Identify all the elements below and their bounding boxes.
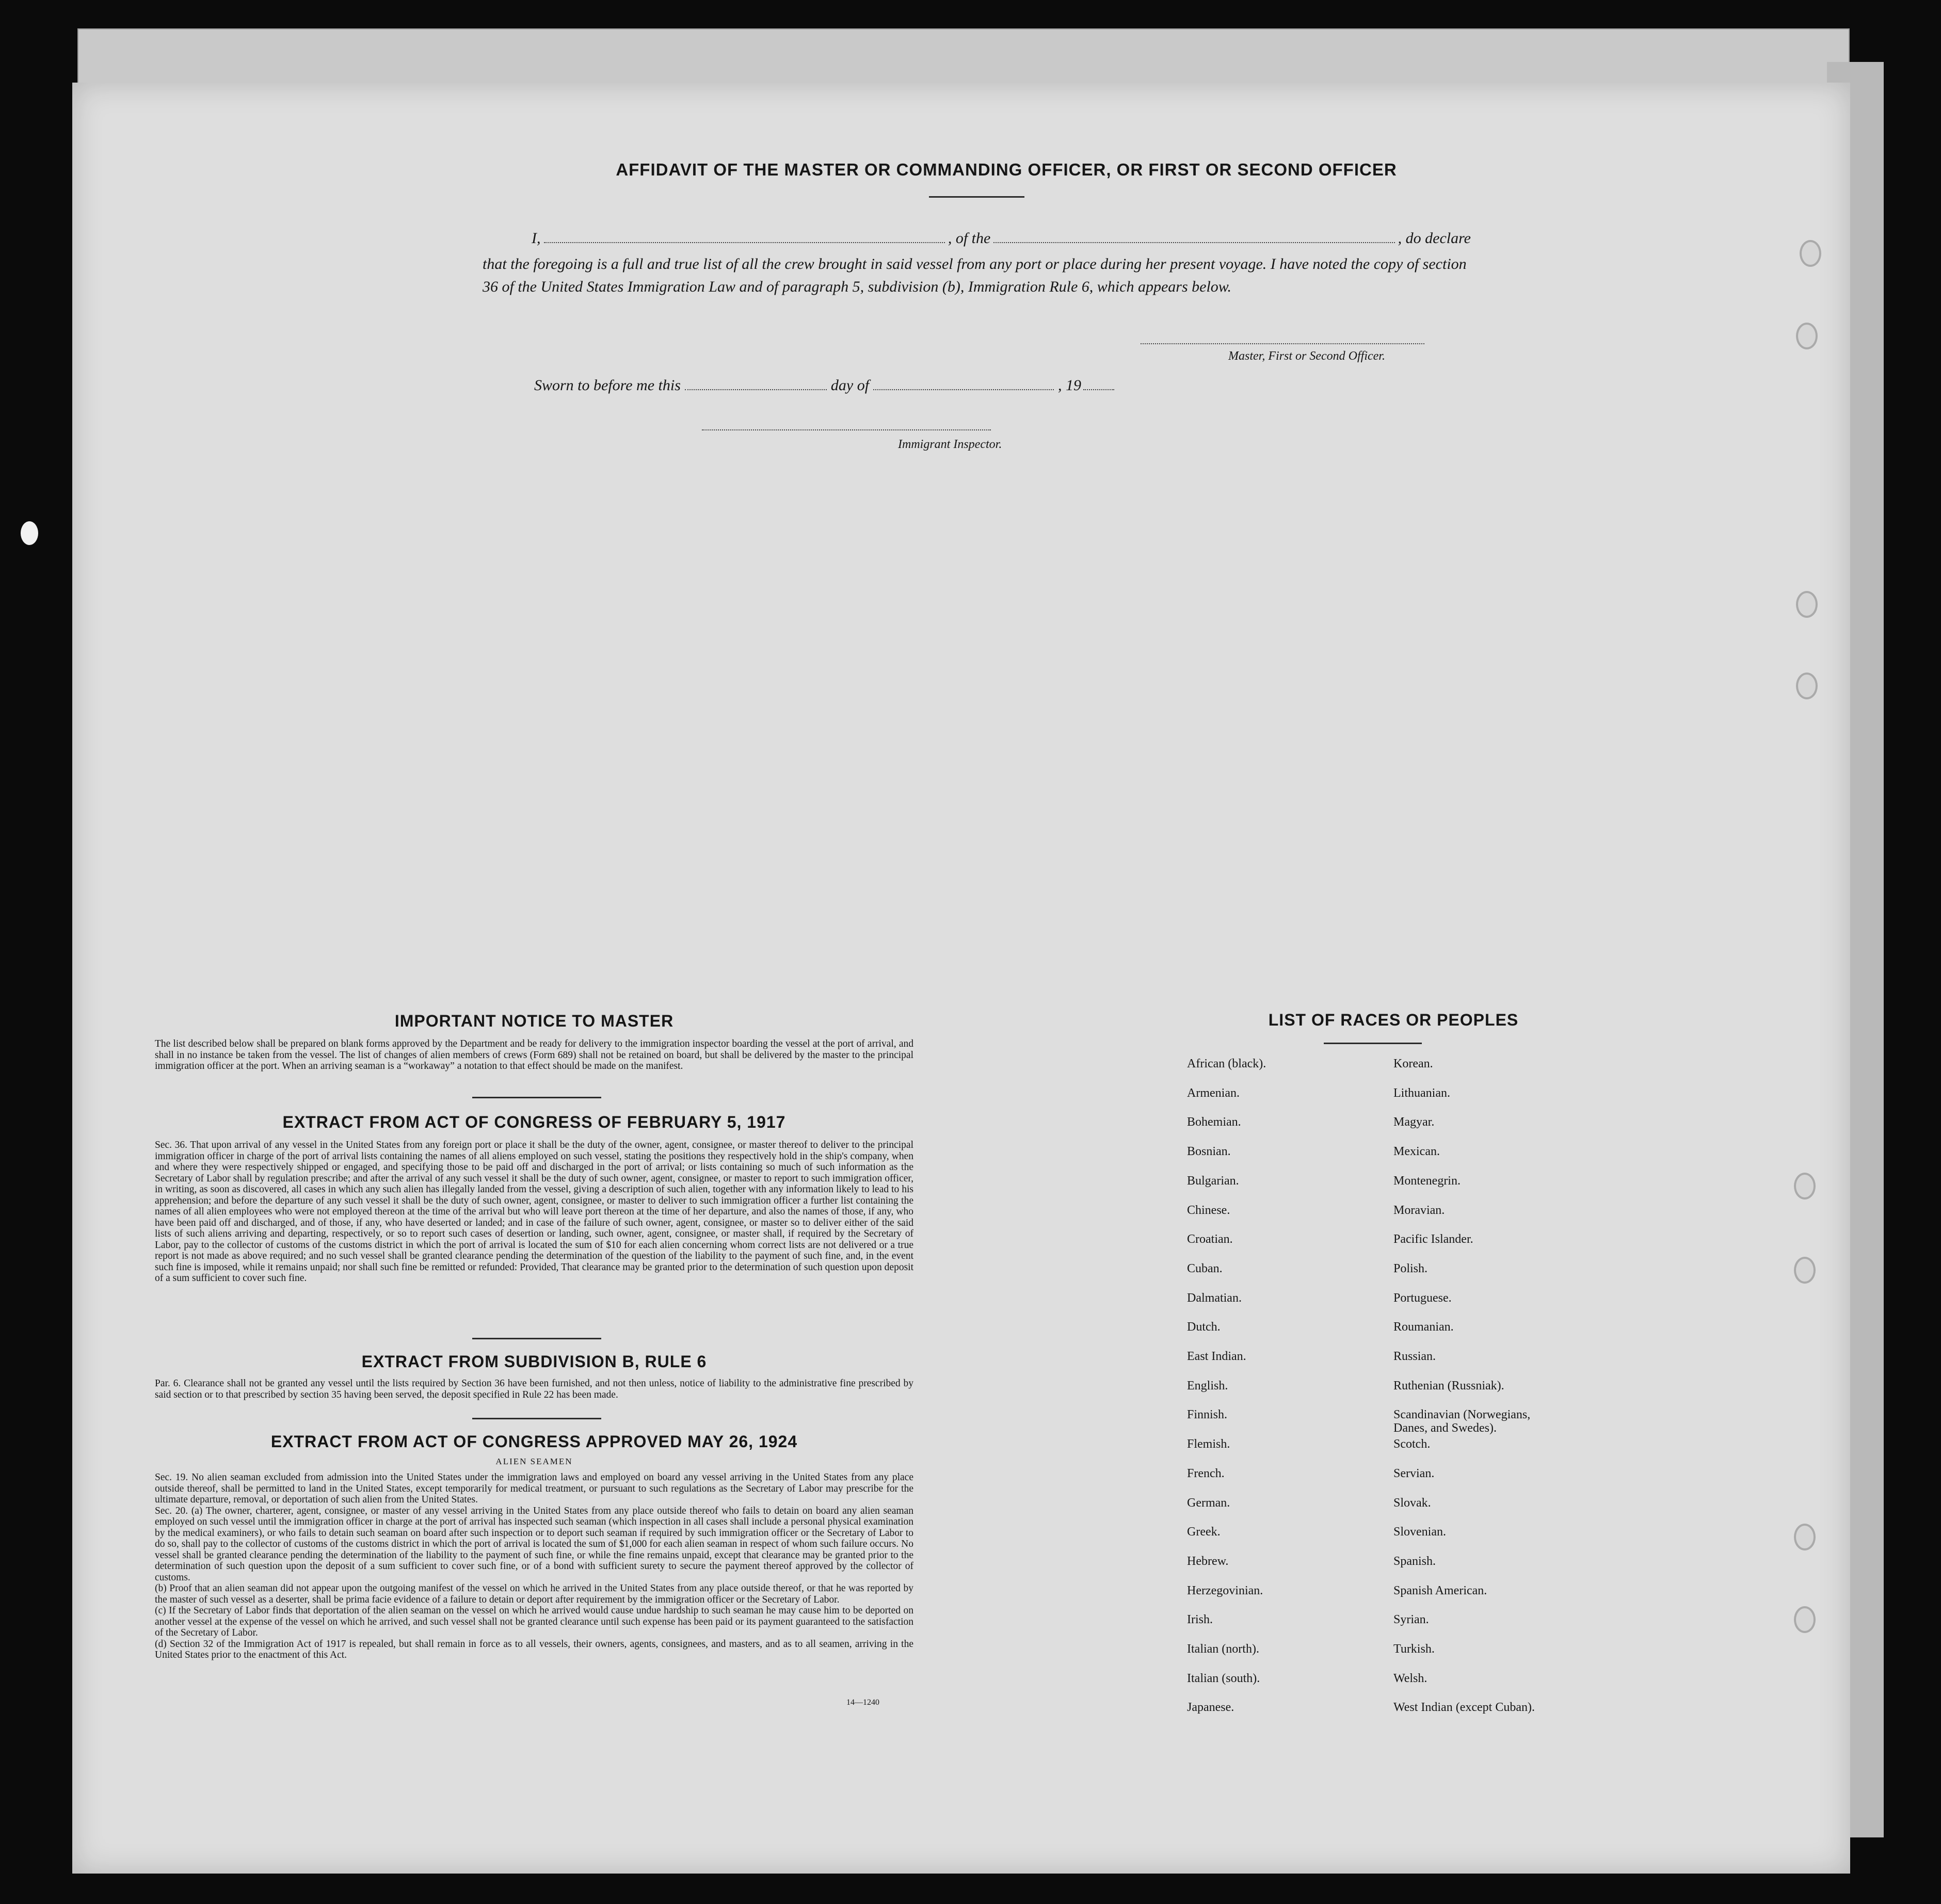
race-item: Roumanian. <box>1393 1320 1454 1334</box>
punch-hole <box>1796 591 1818 618</box>
master-signature-line[interactable] <box>1141 343 1424 344</box>
divider <box>472 1338 601 1339</box>
race-item: Montenegrin. <box>1393 1174 1461 1188</box>
sworn-year-blank[interactable] <box>1083 379 1114 390</box>
race-item: Spanish. <box>1393 1555 1436 1568</box>
race-item: Ruthenian (Russniak). <box>1393 1379 1504 1393</box>
race-item: West Indian (except Cuban). <box>1393 1701 1535 1714</box>
master-signature-label: Master, First or Second Officer. <box>1228 349 1385 363</box>
act-1924-title: EXTRACT FROM ACT OF CONGRESS APPROVED MAY 26, 1924 <box>270 1432 798 1451</box>
notice-title: IMPORTANT NOTICE TO MASTER <box>394 1012 674 1030</box>
race-item: Bulgarian. <box>1187 1174 1239 1188</box>
race-item: Slovenian. <box>1393 1525 1446 1539</box>
race-item: English. <box>1187 1379 1228 1393</box>
race-item: Greek. <box>1187 1525 1221 1539</box>
punch-hole <box>1796 323 1818 349</box>
race-item: Bosnian. <box>1187 1145 1231 1158</box>
scan-blot <box>21 521 38 545</box>
race-item: Cuban. <box>1187 1262 1223 1275</box>
race-item: German. <box>1187 1496 1230 1510</box>
sworn-day-of: day of <box>830 377 870 394</box>
divider <box>929 196 1024 198</box>
race-item: Hebrew. <box>1187 1555 1229 1568</box>
race-item: Moravian. <box>1393 1204 1445 1217</box>
race-item: Slovak. <box>1393 1496 1431 1510</box>
divider <box>472 1418 601 1419</box>
act-1917-body: Sec. 36. That upon arrival of any vessel in the United States from any foreign port or place it shall be the duty of the owner, agent, consignee, or master thereof to deliver to the principal immigration officer in charge of the port of arrival lists containing the names of all aliens employed on such vessel, stating the positions they respectively hold in the ship's company, when and where they were respectively shipped or engaged, and specifying those to be paid off and discharged in the port of arrival; or lists containing so much of such information as the Secretary of Labor shall by regulation prescribe; and after the arrival of any such vessel it shall be the duty of such owner, agent, consignee, or master to report to such immigration officer, in writing, as soon as discovered, all cases in which any such alien has illegally landed from the vessel, giving a description of such alien, together with any information likely to lead to his apprehension; and before the departure of any such vessel it shall be the duty of such owner, agent, consignee, or master to deliver to such immigration officer a further list containing the names of all alien employees who were not employed thereon at the time of the arrival but who will leave port thereon at the time of her departure, and also the names of those, if any, who have been paid off and discharged, and of those, if any, who have deserted or landed; and in case of the failure of such owner, agent, consignee, or master so to deliver either of the said lists of such aliens arriving and departing, respectively, or so to report such cases of desertion or landing, such owner, agent, consignee, or master shall, if required by the Secretary of Labor, pay to the collector of customs of the customs district in which the port of arrival is located the sum of $10 for each alien concerning whom correct lists are not delivered or a true report is not made as above required; and no such vessel shall be granted clearance pending the determination of the question of the liability to the payment of such fine, and, in the event such fine is imposed, while it remains unpaid; nor shall such fine be remitted or refunded: Provided, That clearance may be granted prior to the determination of such question upon deposit of a sum sufficient to cover such fine. <box>155 1140 913 1284</box>
act-1924-body: Sec. 19. No alien seaman excluded from admission into the United States under the immigration laws and employed on board any vessel arriving in the United States from any place outside thereof, shall be permitted to land in the United States, except temporarily for medical treatment, or pursuant to such regulations as the Secretary of Labor may prescribe for the ultimate departure, removal, or deportation of such alien from the United States. Sec. 20. (a) The owner, charterer, agent, consignee, or master of any vessel arriving in the United States from any place outside thereof who fails to detain on board any alien seaman employed on such vessel until the immigration officer in charge at the port of arrival has inspected such seaman (which inspection in all cases shall include a personal physical examination by the medical examiners), or who fails to detain such seaman on board after such inspection or to deport such seaman if required by such immigration officer or the Secretary of Labor to do so, shall pay to the collector of customs of the customs district in which the port of arrival is located the sum of $1,000 for each alien seaman in respect of whom such failure occurs. No vessel shall be granted clearance pending the determination of the liability to the payment of such fine, or while the fine remains unpaid, except that clearance may be granted prior to the determination of such question upon the deposit of a sum sufficient to cover such fine, or of a bond with sufficient surety to secure the payment thereof approved by the collector of customs. (b) Proof that an alien seaman did not appear upon the outgoing manifest of the vessel on which he arrived in the United States from any place outside thereof, or that he was reported by the master of such vessel as a deserter, shall be prima facie evidence of a failure to detain or deport after requirement by the immigration officer or the Secretary of Labor. (c) If the Secretary of Labor finds that deportation of the alien seaman on the vessel on which he arrived would cause undue hardship to such seaman he may cause him to be deported on another vessel at the expense of the vessel on which he arrived, and such vessel shall not be granted clearance until such expense has been paid or its payment guaranteed to the satisfaction of the Secretary of Labor. (d) Section 32 of the Immigration Act of 1917 is repealed, but shall remain in force as to all vessels, their owners, agents, consignees, and masters, and as to all seamen, arriving in the United States prior to the enactment of this Act. <box>155 1472 913 1660</box>
race-item: Lithuanian. <box>1393 1086 1450 1100</box>
race-item: Turkish. <box>1393 1642 1435 1656</box>
race-item: Scandinavian (Norwegians, Danes, and Swedes). <box>1393 1408 1531 1435</box>
race-item: East Indian. <box>1187 1350 1246 1363</box>
declaration-paragraph: that the foregoing is a full and true list of all the crew brought in said vessel from any port or place during her present voyage. I have noted the copy of section 36 of the United States Immigration Law and of paragraph 5, subdivision (b), Immigration Rule 6, which appears below. <box>483 255 1467 295</box>
race-item: Bohemian. <box>1187 1115 1241 1129</box>
divider <box>472 1097 601 1098</box>
race-item: Japanese. <box>1187 1701 1234 1714</box>
vessel-blank[interactable] <box>993 231 1394 243</box>
race-item: Irish. <box>1187 1613 1213 1626</box>
sworn-year: , 19 <box>1058 377 1082 394</box>
race-item: Portuguese. <box>1393 1291 1452 1305</box>
race-item: Welsh. <box>1393 1672 1427 1685</box>
race-item: Italian (south). <box>1187 1672 1260 1685</box>
race-item: Flemish. <box>1187 1437 1230 1451</box>
punch-hole <box>1794 1524 1816 1550</box>
back-sheet-top <box>77 28 1850 87</box>
race-item: Spanish American. <box>1393 1584 1487 1597</box>
inspector-signature-label: Immigrant Inspector. <box>898 438 1002 451</box>
name-blank[interactable] <box>544 231 945 243</box>
affidavit-title: AFFIDAVIT OF THE MASTER OR COMMANDING OFFICER, OR FIRST OR SECOND OFFICER <box>616 160 1397 179</box>
race-item: Finnish. <box>1187 1408 1228 1421</box>
race-item: Armenian. <box>1187 1086 1240 1100</box>
race-item: Pacific Islander. <box>1393 1233 1473 1246</box>
race-item: Servian. <box>1393 1467 1435 1480</box>
race-item: French. <box>1187 1467 1225 1480</box>
race-item: Dutch. <box>1187 1320 1221 1334</box>
notice-body: The list described below shall be prepared on blank forms approved by the Department and be ready for delivery to the immigration inspector boarding the vessel at the port of arrival, and shall in no instance be taken from the vessel. The list of changes of alien members of crews (Form 689) shall not be retained on board, but shall be delivered by the master to the principal immigration officer at the port. When an arriving seaman is a “workaway” a notation to that effect should be made on the manifest. <box>155 1038 913 1071</box>
race-item: Korean. <box>1393 1057 1433 1070</box>
punch-hole <box>1800 240 1821 267</box>
declaration-line <box>532 230 1471 247</box>
race-item: Croatian. <box>1187 1233 1233 1246</box>
sworn-line <box>534 377 1179 394</box>
sworn-prefix: Sworn to before me this <box>534 377 681 394</box>
decl-i: I, <box>532 230 541 247</box>
form-number: 14—1240 <box>846 1698 879 1707</box>
sworn-month-blank[interactable] <box>873 379 1054 390</box>
decl-of-the: , of the <box>948 230 991 247</box>
race-item: Magyar. <box>1393 1115 1435 1129</box>
inspector-signature-line[interactable] <box>702 429 991 430</box>
punch-hole <box>1794 1606 1816 1633</box>
divider <box>1324 1043 1422 1044</box>
punch-hole <box>1796 673 1818 699</box>
rule-6-title: EXTRACT FROM SUBDIVISION B, RULE 6 <box>361 1352 707 1371</box>
race-item: Chinese. <box>1187 1204 1230 1217</box>
decl-do-declare: , do declare <box>1398 230 1471 247</box>
race-item: Dalmatian. <box>1187 1291 1242 1305</box>
rule-6-body: Par. 6. Clearance shall not be granted any vessel until the lists required by Section 36 have been furnished, and not then unless, notice of liability to the administrative fine prescribed by said section or to that prescribed by section 35 having been served, the deposit specified in Rule 22 has been made. <box>155 1378 913 1400</box>
race-item: Polish. <box>1393 1262 1428 1275</box>
sworn-day-blank[interactable] <box>685 379 827 390</box>
act-1917-title: EXTRACT FROM ACT OF CONGRESS OF FEBRUARY 5, 1917 <box>282 1113 786 1131</box>
race-item: Herzegovinian. <box>1187 1584 1263 1597</box>
races-title: LIST OF RACES OR PEOPLES <box>1268 1011 1519 1029</box>
punch-hole <box>1794 1173 1816 1199</box>
alien-seamen-subtitle: ALIEN SEAMEN <box>495 1457 573 1466</box>
race-item: Mexican. <box>1393 1145 1440 1158</box>
race-item: Italian (north). <box>1187 1642 1259 1656</box>
punch-hole <box>1794 1257 1816 1284</box>
race-item: African (black). <box>1187 1057 1266 1070</box>
race-item: Russian. <box>1393 1350 1436 1363</box>
race-item: Syrian. <box>1393 1613 1429 1626</box>
race-item: Scotch. <box>1393 1437 1431 1451</box>
